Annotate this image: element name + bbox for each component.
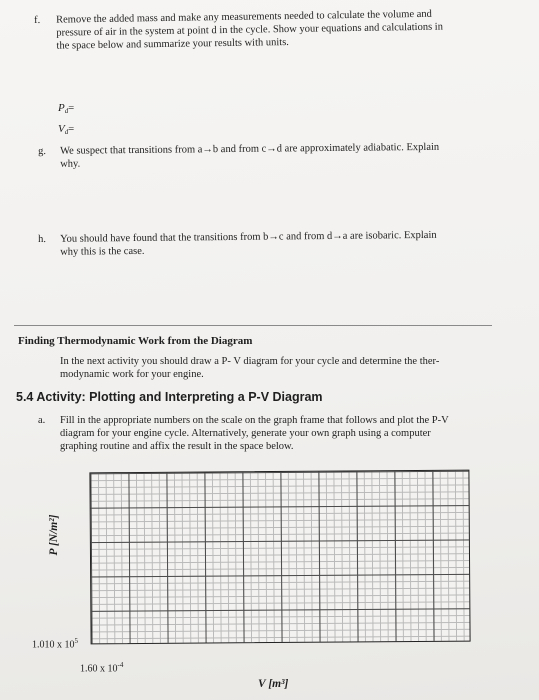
item-f-line3: the space below and summarize your results with units.	[56, 37, 289, 52]
vd-equals: =	[68, 124, 75, 135]
graph-x-tick-exponent: -4	[117, 661, 124, 669]
section-body-line1: In the next activity you should draw a P- V diagram for your cycle and determine the ther-	[60, 356, 440, 367]
pd-equals: =	[68, 103, 75, 114]
item-g	[38, 140, 498, 171]
vd-subscript: d	[64, 128, 69, 136]
activity-item-a	[38, 414, 508, 453]
pv-graph-frame	[89, 470, 470, 645]
activity-a-line2: diagram for your engine cycle. Alternatively, generate your own graph using a computer	[60, 428, 431, 439]
graph-y-tick-exponent: 5	[74, 637, 78, 645]
graph-x-tick-base: 1.60 x 10	[80, 663, 118, 675]
item-h-line2: why this is the case.	[60, 245, 145, 258]
graph-y-tick	[32, 637, 78, 650]
vd-symbol: V	[58, 123, 65, 135]
activity-title: 5.4 Activity: Plotting and Interpreting a P-V Diagram	[16, 390, 323, 404]
pd-subscript: d	[64, 107, 69, 115]
section-body-line2: modynamic work for your engine.	[60, 369, 204, 380]
item-h	[38, 228, 498, 259]
pd-symbol: P	[58, 102, 65, 114]
vd-line	[58, 123, 74, 139]
graph-y-tick-base: 1.010 x 10	[32, 639, 75, 651]
pd-line	[58, 102, 74, 118]
item-h-label: h.	[38, 233, 47, 245]
item-f-line2: pressure of air in the system at point d in the cycle. Show your equations and calculations in	[56, 21, 444, 39]
item-g-label: g.	[38, 145, 47, 157]
section-title: Finding Thermodynamic Work from the Diagram	[18, 335, 253, 347]
activity-a-label: a.	[38, 415, 46, 426]
graph-x-axis-label: V [m³]	[258, 678, 289, 690]
graph-y-axis-label: P [N/m²]	[48, 514, 60, 556]
section-body	[60, 355, 500, 381]
activity-a-line1: Fill in the appropriate numbers on the scale on the graph frame that follows and plot the P-V	[60, 415, 449, 426]
activity-a-line3: graphing routine and affix the result in the space below.	[60, 441, 294, 452]
item-f-line1: Remove the added mass and make any measurements needed to calculate the volume and	[56, 8, 432, 26]
item-f-label: f.	[34, 14, 41, 26]
graph-x-tick	[80, 661, 123, 674]
item-g-line2: why.	[60, 158, 81, 170]
item-g-line1: We suspect that transitions from a→b and from c→d are approximately adiabatic. Explain	[60, 141, 440, 157]
item-f	[34, 7, 505, 53]
item-h-line1: You should have found that the transitions from b→c and from d→a are isobaric. Explain	[60, 229, 437, 245]
section-divider	[14, 325, 492, 326]
